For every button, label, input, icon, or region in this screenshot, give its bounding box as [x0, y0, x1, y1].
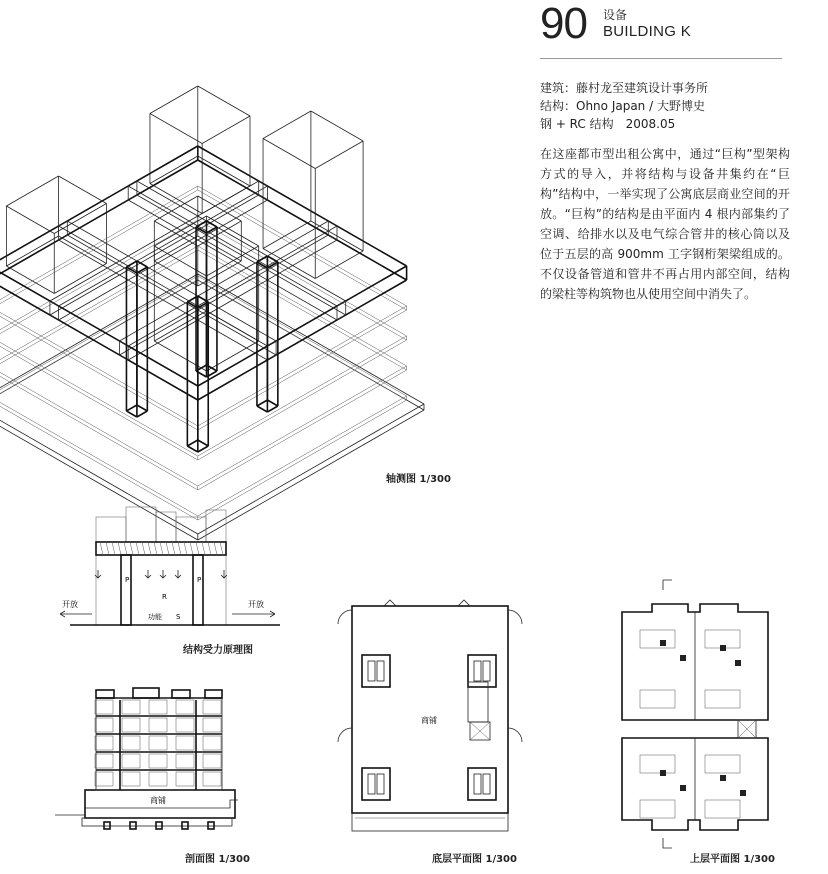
label-p-left: P [125, 576, 130, 584]
caption-structure-diagram: 结构受力原理图 [183, 645, 253, 656]
caption-ground-plan: 底层平面图 1/300 [432, 854, 517, 865]
title-chinese: 设备 [603, 8, 628, 22]
caption-section: 剖面图 1/300 [185, 854, 250, 865]
label-open-left: 开放 [62, 600, 78, 609]
page-number: 90 [540, 0, 587, 48]
caption-axonometric: 轴测图 1/300 [386, 474, 451, 485]
label-open-right: 开放 [248, 600, 264, 609]
label-r: R [162, 593, 167, 601]
description-text: 在这座都市型出租公寓中，通过“巨构”型架构方式的导入，并将结构与设备井集约在“巨构”结构中，一举实现了公寓底层商业空间的开放。“巨构”的结构是由平面内 4 根内部集约了空调、给排水以及电气综合管井的核心筒以及位于五层的高 900mm 工字钢桁架梁组成的。不仅设备管道和管井不再占用内部空间，结构的梁柱等构筑物也从使用空间中消失了。 [540, 147, 790, 301]
credit-architect: 建筑：藤村龙至建筑设计事务所 [540, 81, 709, 95]
credit-structure: 结构：Ohno Japan / 大野博史 [540, 99, 705, 113]
credit-system: 钢 + RC 结构 2008.05 [540, 117, 676, 131]
label-function: 功能 [148, 613, 162, 621]
title-english: BUILDING K [603, 23, 692, 40]
label-ground-shop: 商铺 [421, 716, 437, 725]
caption-upper-plan: 上层平面图 1/300 [690, 854, 775, 865]
label-p-right: P [197, 576, 202, 584]
label-section-shop: 商铺 [150, 796, 166, 805]
label-s: S [176, 613, 181, 621]
